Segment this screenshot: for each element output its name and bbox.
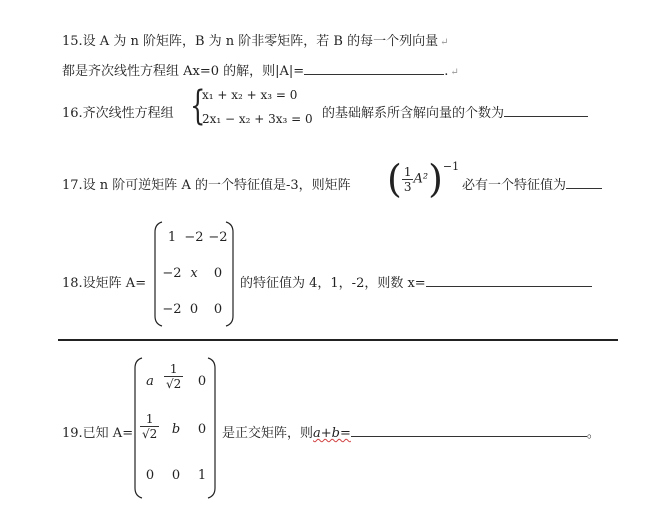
q19-expression: a+b= bbox=[313, 426, 351, 441]
q18-matrix bbox=[154, 220, 234, 328]
section-divider bbox=[58, 339, 618, 341]
q17-fraction: $\frac{1}{3}$ bbox=[403, 164, 412, 194]
q16-brace: { bbox=[190, 83, 206, 129]
q15-text-line1: 15.设 A 为 n 阶矩阵，B 为 n 阶非零矩阵，若 B 的每一个列向量 bbox=[62, 34, 439, 49]
q18-cell-2-0: −2 bbox=[162, 302, 182, 317]
q18-text-post: 的特征值为 4，1，-2，则数 x= bbox=[240, 276, 426, 291]
paragraph-mark-icon: ↵ bbox=[450, 67, 459, 78]
q17-text-post: 必有一个特征值为 bbox=[462, 178, 567, 193]
q17-suffix bbox=[462, 174, 602, 193]
q19-suffix bbox=[222, 422, 600, 441]
q17-exponent: −1 bbox=[442, 160, 460, 173]
q19-cell-0-1: $\frac{1}{√2}$ bbox=[166, 362, 182, 391]
q18-cell-1-2: 0 bbox=[213, 266, 223, 281]
q18-cell-2-2: 0 bbox=[213, 302, 223, 317]
question-19-prefix: 19.已知 A= bbox=[62, 426, 134, 441]
q15-text-line2: 都是齐次线性方程组 Ax=0 的解，则|A|= bbox=[62, 64, 305, 79]
q16-suffix bbox=[322, 102, 588, 121]
q19-cell-1-0: $\frac{1}{√2}$ bbox=[142, 412, 158, 441]
q19-cell-2-2: 1 bbox=[197, 468, 207, 483]
q16-equation-1: x₁ + x₂ + x₃ = 0 bbox=[202, 88, 298, 102]
q17-left-paren: ( bbox=[387, 157, 402, 201]
q18-cell-1-0: −2 bbox=[162, 266, 182, 281]
q19-cell-0-0: a bbox=[146, 374, 154, 389]
answer-blank-17[interactable] bbox=[566, 176, 602, 189]
q15-period: . bbox=[444, 64, 449, 79]
question-15-line1 bbox=[62, 30, 449, 49]
answer-blank-18[interactable] bbox=[426, 274, 592, 287]
q18-cell-1-1: x bbox=[190, 266, 198, 281]
q19-end-mark: 。 bbox=[586, 426, 600, 441]
q18-cell-2-1: 0 bbox=[189, 302, 199, 317]
q18-cell-0-2: −2 bbox=[208, 230, 228, 245]
q18-suffix bbox=[240, 272, 592, 291]
q16-text: 的基础解系所含解向量的个数为 bbox=[322, 106, 505, 121]
answer-blank-15[interactable] bbox=[304, 62, 444, 75]
q18-cell-0-1: −2 bbox=[184, 230, 204, 245]
q19-cell-2-0: 0 bbox=[145, 468, 155, 483]
q17-expression bbox=[387, 157, 460, 201]
q19-text-post: 是正交矩阵，则 bbox=[222, 426, 314, 441]
q17-right-paren: ) bbox=[428, 157, 443, 201]
q18-cell-0-0: 1 bbox=[167, 230, 177, 245]
question-15-line2 bbox=[62, 60, 459, 79]
question-16-prefix: 16.齐次线性方程组 bbox=[62, 106, 174, 121]
q19-matrix bbox=[134, 356, 216, 500]
q16-equation-2: 2x₁ − x₂ + 3x₃ = 0 bbox=[202, 112, 313, 126]
answer-blank-19[interactable] bbox=[351, 424, 587, 437]
q17-a-squared: A² bbox=[413, 171, 429, 187]
question-18-prefix: 18.设矩阵 A= bbox=[62, 276, 147, 291]
answer-blank-16[interactable] bbox=[504, 104, 588, 117]
q19-cell-1-2: 0 bbox=[197, 422, 207, 437]
q19-cell-1-1: b bbox=[171, 422, 181, 437]
question-17 bbox=[62, 174, 351, 193]
q19-cell-0-2: 0 bbox=[197, 374, 207, 389]
q17-text-pre: 17.设 n 阶可逆矩阵 A 的一个特征值是-3，则矩阵 bbox=[62, 178, 351, 193]
q19-cell-2-1: 0 bbox=[171, 468, 181, 483]
paragraph-mark-icon: ↵ bbox=[440, 37, 449, 48]
